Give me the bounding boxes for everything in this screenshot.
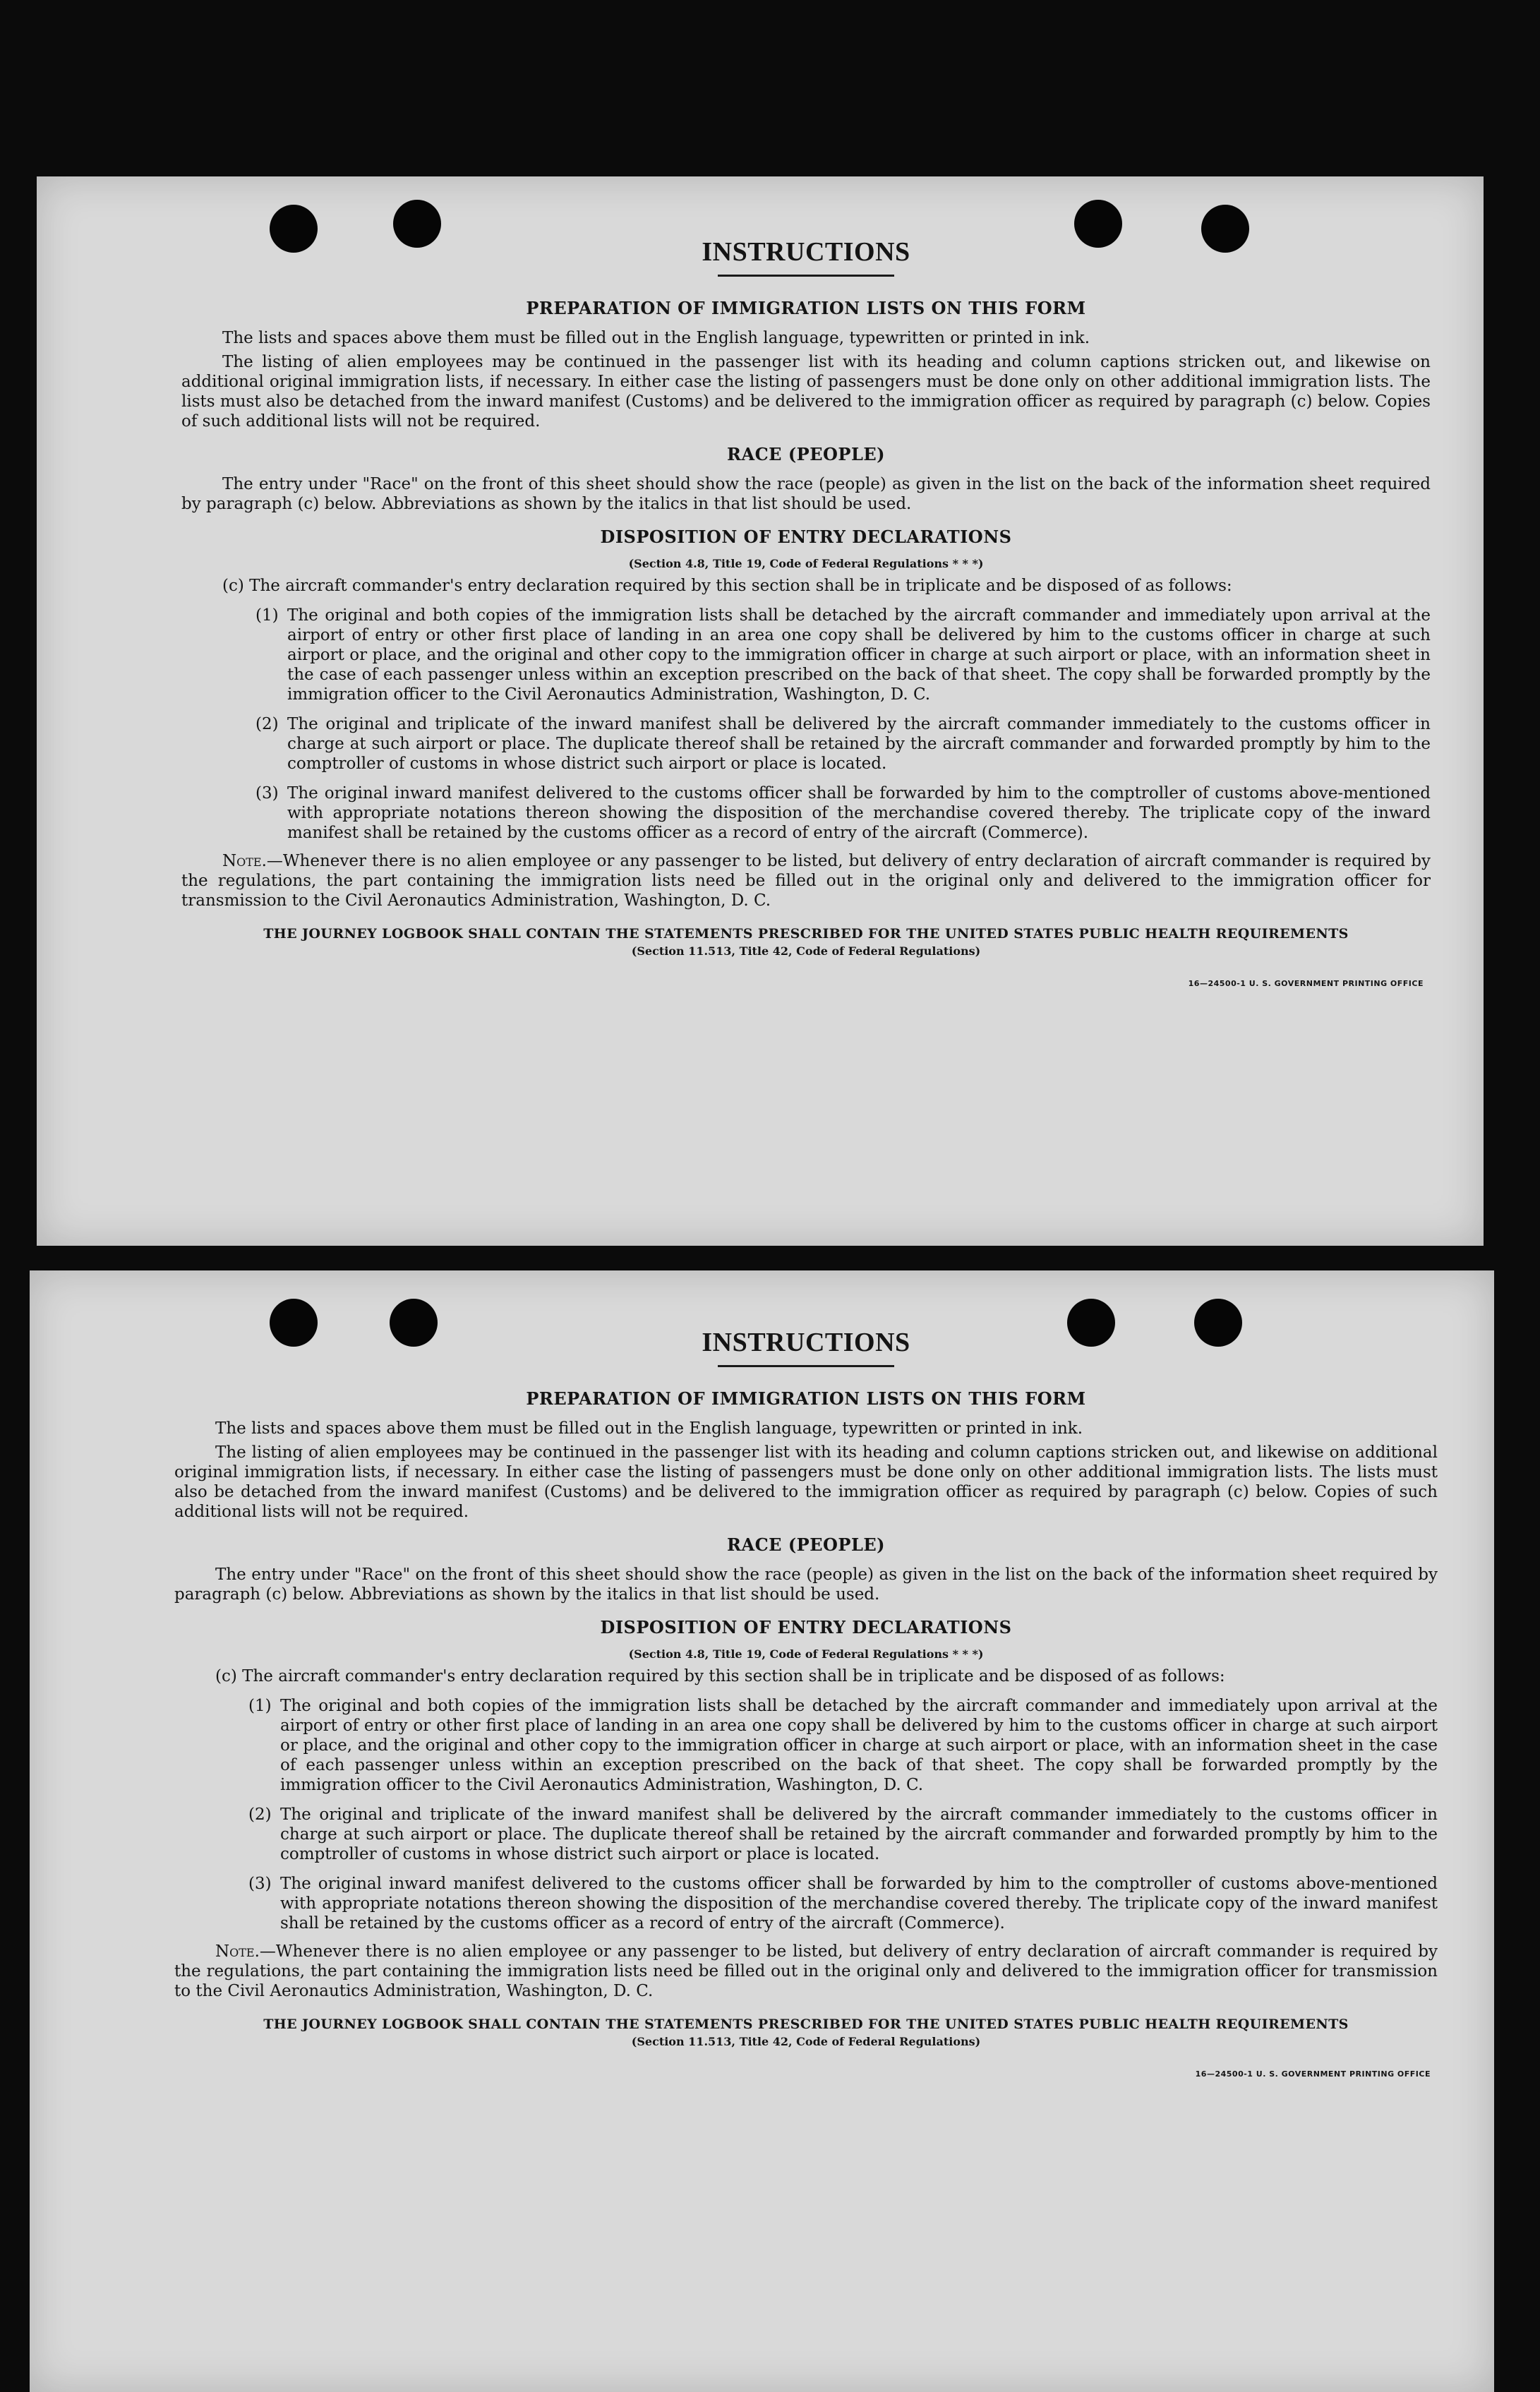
list-item-number: (3) [248,1875,272,1893]
list-item-text: The original and both copies of the immigration lists shall be detached by the aircraft commander and immediately upon arrival at the airport of entry or other first place of landing in an area one copy shall be delivered by him to the customs officer in charge at such airport or place, and the original and other copy to the immigration officer in charge at such airport or place, with an information sheet in the case of each passenger unless within an exception prescribed on the back of that sheet. The copy shall be forwarded promptly by the immigration officer to the Civil Aeronautics Administration, Washington, D. C. [280,1697,1438,1794]
logbook-requirement: THE JOURNEY LOGBOOK SHALL CONTAIN THE STATEMENTS PRESCRIBED FOR THE UNITED STATES PUBLIC HEALTH REQUIREMENTS [263,926,1349,942]
paragraph-entry-declaration: (c) The aircraft commander's entry declaration required by this section shall be in triplicate and be disposed of as follows: [215,1667,1225,1685]
instruction-sheet-bottom [30,1270,1494,2392]
list-item-number: (3) [255,784,279,803]
paragraph-alien-employees: The listing of alien employees may be continued in the passenger list with its heading and column captions stricken out, and likewise on additional original immigration lists, if necessary. In either case the listing of passengers must be done only on other additional immigration lists. The lists must also be detached from the inward manifest (Customs) and be delivered to the immigration officer as required by paragraph (c) below. Copies of such additional lists will not be required. [181,353,1431,431]
list-item-number: (2) [255,715,279,733]
section-heading-race: RACE (PEOPLE) [727,1534,885,1555]
printer-imprint: 16—24500-1 U. S. GOVERNMENT PRINTING OFFICE [1195,2069,1431,2079]
page-title: INSTRUCTIONS [702,237,910,267]
list-item-text: The original and triplicate of the inward manifest shall be delivered by the aircraft commander immediately to the customs officer in charge at such airport or place. The duplicate thereof shall be retained by the aircraft commander and forwarded promptly by him to the comptroller of customs in whose district such airport or place is located. [280,1805,1438,1863]
list-item [255,783,1431,843]
note-label: Note. [215,1942,260,1961]
title-rule [718,275,894,277]
list-item-text: The original inward manifest delivered to the customs officer shall be forwarded by him to the comptroller of customs above-mentioned with appropriate notations thereon showing the disposition of the merchandise covered thereby. The triplicate copy of the inward manifest shall be retained by the customs officer as a record of entry of the aircraft (Commerce). [280,1875,1438,1933]
section-heading-disposition: DISPOSITION OF ENTRY DECLARATIONS [600,527,1012,547]
section-heading-disposition: DISPOSITION OF ENTRY DECLARATIONS [600,1617,1012,1637]
printer-imprint: 16—24500-1 U. S. GOVERNMENT PRINTING OFFICE [1188,979,1424,988]
sheet-content [181,236,1431,988]
note-text: —Whenever there is no alien employee or any passenger to be listed, but delivery of entry declaration of aircraft commander is required by the regulations, the part containing the immigration lists need be filled out in the original only and delivered to the immigration officer for transmission to the Civil Aeronautics Administration, Washington, D. C. [181,852,1431,910]
list-item-text: The original and both copies of the immigration lists shall be detached by the aircraft commander and immediately upon arrival at the airport of entry or other first place of landing in an area one copy shall be delivered by him to the customs officer in charge at such airport or place, and the original and other copy to the immigration officer in charge at such airport or place, with an information sheet in the case of each passenger unless within an exception prescribed on the back of that sheet. The copy shall be forwarded promptly by the immigration officer to the Civil Aeronautics Administration, Washington, D. C. [287,606,1431,704]
paragraph-note [174,1942,1438,2001]
list-item-number: (1) [255,606,279,625]
note-label: Note. [222,852,267,870]
note-text: —Whenever there is no alien employee or any passenger to be listed, but delivery of entry declaration of aircraft commander is required by the regulations, the part containing the immigration lists need be filled out in the original only and delivered to the immigration officer for transmission to the Civil Aeronautics Administration, Washington, D. C. [174,1942,1438,2000]
list-item [255,606,1431,704]
list-item-number: (1) [248,1697,272,1715]
title-rule [718,1365,894,1367]
paragraph-race: The entry under "Race" on the front of this sheet should show the race (people) as given in the list on the back of the information sheet required by paragraph (c) below. Abbreviations as shown by the italics in that list should be used. [181,475,1431,513]
list-item [255,714,1431,774]
list-item [248,1696,1438,1795]
list-item [248,1805,1438,1864]
page-title: INSTRUCTIONS [702,1328,910,1357]
paragraph-language: The lists and spaces above them must be filled out in the English language, typewritten or printed in ink. [215,1419,1083,1438]
list-item-number: (2) [248,1805,272,1824]
section-heading-preparation: PREPARATION OF IMMIGRATION LISTS ON THIS FORM [526,1388,1086,1409]
section-citation: (Section 4.8, Title 19, Code of Federal Regulations * * *) [628,1647,984,1661]
paragraph-alien-employees: The listing of alien employees may be continued in the passenger list with its heading and column captions stricken out, and likewise on additional original immigration lists, if necessary. In either case the listing of passengers must be done only on other additional immigration lists. The lists must also be detached from the inward manifest (Customs) and be delivered to the immigration officer as required by paragraph (c) below. Copies of such additional lists will not be required. [174,1443,1438,1521]
list-item-text: The original inward manifest delivered to the customs officer shall be forwarded by him to the comptroller of customs above-mentioned with appropriate notations thereon showing the disposition of the merchandise covered thereby. The triplicate copy of the inward manifest shall be retained by the customs officer as a record of entry of the aircraft (Commerce). [287,784,1431,842]
section-citation: (Section 4.8, Title 19, Code of Federal Regulations * * *) [628,557,984,570]
logbook-citation: (Section 11.513, Title 42, Code of Federal Regulations) [631,2035,981,2048]
paragraph-note [181,851,1431,910]
instruction-sheet-top [37,176,1484,1246]
sheet-content [174,1327,1438,2079]
section-heading-preparation: PREPARATION OF IMMIGRATION LISTS ON THIS FORM [526,298,1086,318]
paragraph-language: The lists and spaces above them must be filled out in the English language, typewritten or printed in ink. [222,329,1090,347]
logbook-citation: (Section 11.513, Title 42, Code of Federal Regulations) [631,944,981,958]
list-item [248,1874,1438,1933]
paragraph-race: The entry under "Race" on the front of this sheet should show the race (people) as given in the list on the back of the information sheet required by paragraph (c) below. Abbreviations as shown by the italics in that list should be used. [174,1565,1438,1604]
logbook-requirement: THE JOURNEY LOGBOOK SHALL CONTAIN THE STATEMENTS PRESCRIBED FOR THE UNITED STATES PUBLIC HEALTH REQUIREMENTS [263,2017,1349,2032]
section-heading-race: RACE (PEOPLE) [727,444,885,464]
list-item-text: The original and triplicate of the inward manifest shall be delivered by the aircraft commander immediately to the customs officer in charge at such airport or place. The duplicate thereof shall be retained by the aircraft commander and forwarded promptly by him to the comptroller of customs in whose district such airport or place is located. [287,715,1431,773]
paragraph-entry-declaration: (c) The aircraft commander's entry declaration required by this section shall be in triplicate and be disposed of as follows: [222,577,1232,595]
